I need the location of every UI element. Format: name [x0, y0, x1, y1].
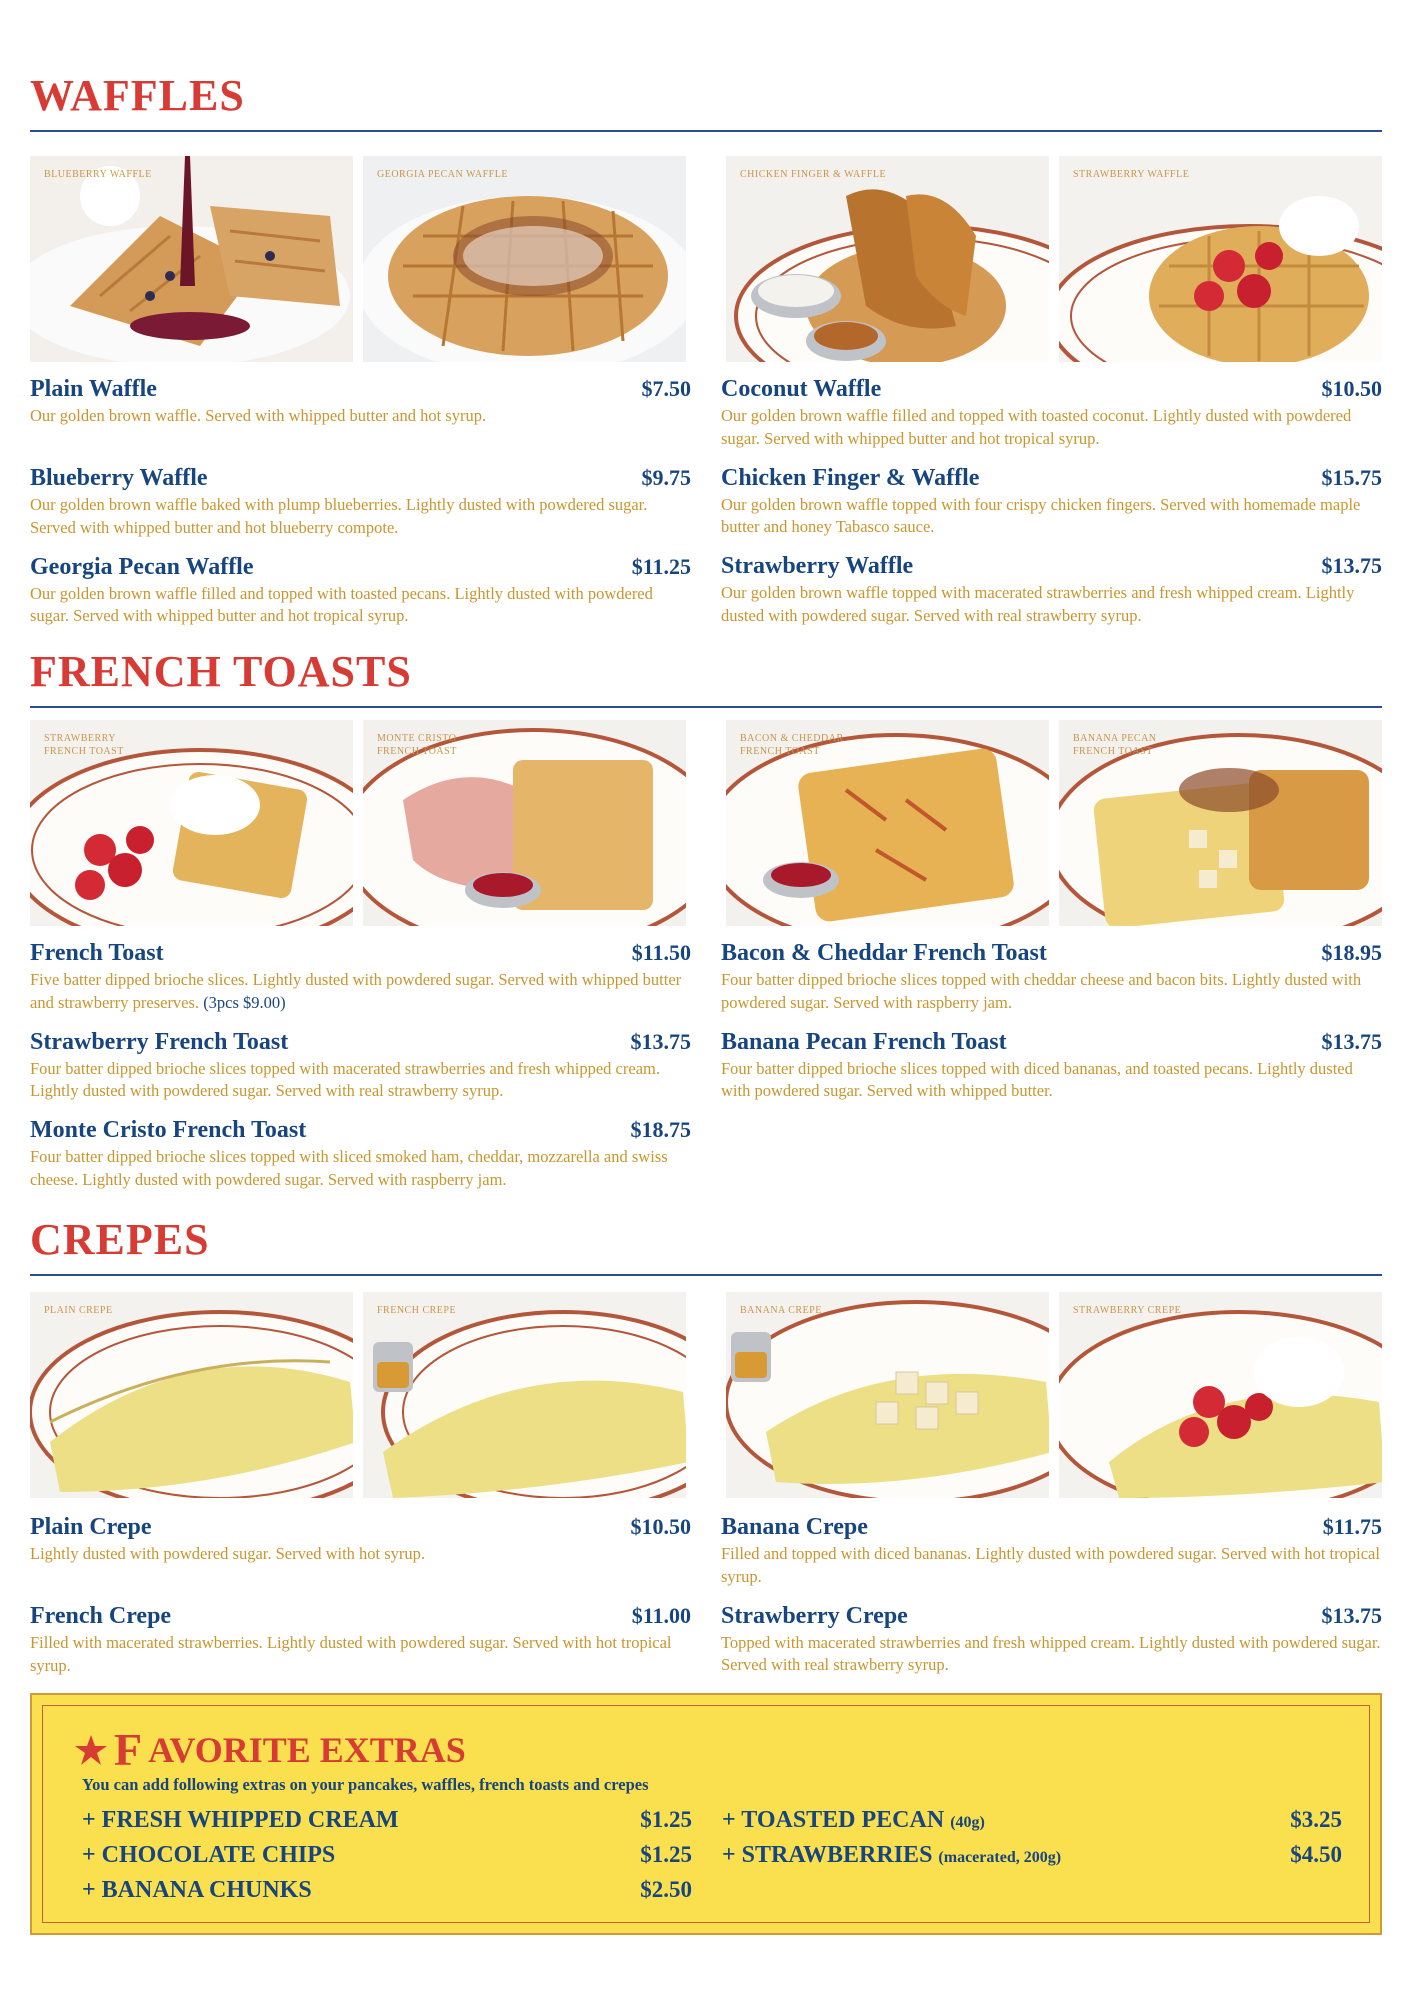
extra-price: $4.50 [1290, 1842, 1342, 1867]
photo-blueberry-waffle [30, 156, 353, 362]
photo-strawberry-french-toast [30, 720, 353, 926]
menu-item [721, 1603, 1382, 1678]
item-name: French Crepe [30, 1603, 172, 1629]
menu-item [721, 553, 1382, 628]
extra-name: + CHOCOLATE CHIPS [82, 1842, 336, 1868]
menu-item [30, 1514, 691, 1589]
section-title: CREPES [30, 1215, 210, 1264]
menu-item [30, 940, 691, 1015]
item-description: Topped with macerated strawberries and fresh whipped cream. Lightly dusted with powdered sugar. Served with real strawberry syrup. [721, 1632, 1381, 1675]
extra-item [722, 1807, 1342, 1842]
item-description: Our golden brown waffle baked with plump blueberries. Lightly dusted with powdered sugar. Served with whipped butter and hot blueberry compote. [30, 495, 648, 537]
crepes-section [30, 1215, 1382, 1692]
extras-list-right [722, 1807, 1342, 1877]
section-title: FRENCH TOASTS [30, 647, 412, 696]
section-divider [30, 1274, 1382, 1276]
item-price: $15.75 [1321, 464, 1382, 490]
menu-column-right [721, 376, 1382, 642]
menu-column-left [30, 1514, 691, 1692]
photo-row [30, 720, 1382, 926]
photo-caption: STRAWBERRY FRENCH TOAST [44, 733, 124, 757]
extras-title [74, 1723, 466, 1776]
photo-caption: BANANA CREPE [740, 1305, 822, 1316]
extra-qualifier: (40g) [950, 1814, 985, 1831]
photo-monte-cristo [363, 720, 686, 926]
extras-title-first: F [114, 1724, 143, 1775]
menu-column-left [30, 376, 691, 642]
menu-item [721, 465, 1382, 540]
item-name: Strawberry Waffle [721, 553, 914, 580]
section-divider [30, 706, 1382, 708]
item-description-text: Five batter dipped brioche slices. Lightly dusted with powdered sugar. Served with whipped butter and strawberry preserves. [30, 970, 682, 1012]
photo-caption: BACON & CHEDDAR FRENCH TOAST [740, 733, 844, 757]
extra-name [722, 1807, 985, 1834]
menu-item [30, 554, 691, 629]
favorite-extras-box [30, 1693, 1382, 1935]
item-description: Our golden brown waffle topped with macerated strawberries and fresh whipped cream. Lightly dusted with powdered sugar. Served with real strawberry syrup. [721, 583, 1355, 625]
menu-item [30, 1117, 691, 1192]
item-price: $10.50 [1321, 376, 1382, 401]
item-price: $11.00 [631, 1603, 691, 1628]
extra-item [722, 1842, 1342, 1877]
extra-item [82, 1807, 692, 1842]
item-description: Lightly dusted with powdered sugar. Served with hot syrup. [30, 1544, 426, 1563]
item-name: Monte Cristo French Toast [30, 1117, 307, 1144]
item-price: $13.75 [1321, 1028, 1382, 1054]
item-name: Banana Crepe [721, 1514, 868, 1540]
item-price: $10.50 [630, 1514, 691, 1539]
menu-item [721, 1029, 1382, 1104]
item-name: French Toast [30, 940, 164, 966]
menu-item [30, 1029, 691, 1104]
menu-item [30, 376, 691, 451]
item-description: Our golden brown waffle topped with four crispy chicken fingers. Served with homemade maple butter and honey Tabasco sauce. [721, 494, 1361, 537]
menu-column-left [30, 940, 691, 1206]
extra-price: $3.25 [1290, 1807, 1342, 1832]
photo-caption: CHICKEN FINGER & WAFFLE [740, 169, 887, 180]
photo-caption: GEORGIA PECAN WAFFLE [377, 169, 508, 180]
item-description: Four batter dipped brioche slices topped with macerated strawberries and fresh whipped cream. Lightly dusted with powdered sugar. Served with real strawberry syrup. [30, 1058, 660, 1101]
item-price: $7.50 [641, 376, 691, 401]
menu-column-right [721, 940, 1382, 1206]
item-name: Blueberry Waffle [30, 465, 208, 491]
extra-price: $1.25 [640, 1842, 692, 1867]
photo-caption: MONTE CRISTO FRENCH TOAST [377, 733, 457, 757]
extras-title-rest: AVORITE EXTRAS [148, 1729, 466, 1770]
item-price: $18.95 [1321, 940, 1382, 965]
extra-name-text: + TOASTED PECAN [722, 1807, 945, 1833]
item-description: Filled with macerated strawberries. Lightly dusted with powdered sugar. Served with hot tropical syrup. [30, 1633, 672, 1675]
item-name: Strawberry French Toast [30, 1028, 289, 1055]
photo-bacon-cheddar [726, 720, 1049, 926]
item-description: Filled and topped with diced bananas. Lightly dusted with powdered sugar. Served with hot tropical syrup. [721, 1544, 1380, 1586]
item-description: Our golden brown waffle filled and topped with toasted pecans. Lightly dusted with powdered sugar. Served with whipped butter and hot tropical syrup. [30, 583, 653, 626]
extras-list-left [82, 1807, 692, 1912]
extra-price: $2.50 [640, 1877, 692, 1902]
item-name: Coconut Waffle [721, 376, 882, 402]
item-price: $11.75 [1322, 1514, 1382, 1539]
photo-row [30, 1292, 1382, 1498]
extra-item [82, 1877, 692, 1912]
item-description: Our golden brown waffle filled and topped with toasted coconut. Lightly dusted with powdered sugar. Served with whipped butter and hot tropical syrup. [721, 406, 1352, 448]
item-description [30, 969, 691, 1015]
extra-name: + FRESH WHIPPED CREAM [82, 1807, 399, 1833]
photo-banana-crepe [726, 1292, 1049, 1498]
extra-item [82, 1842, 692, 1877]
photo-french-crepe [363, 1292, 686, 1498]
photo-caption: STRAWBERRY WAFFLE [1073, 169, 1190, 180]
item-description: Four batter dipped brioche slices topped with diced bananas, and toasted pecans. Lightly dusted with powdered sugar. Served with whipped butter. [721, 1058, 1353, 1101]
french-toasts-section [30, 647, 1382, 1206]
menu-item [721, 940, 1382, 1015]
item-name: Georgia Pecan Waffle [30, 553, 254, 580]
item-name: Chicken Finger & Waffle [721, 464, 980, 491]
menu-item [721, 1514, 1382, 1589]
item-price: $13.75 [1321, 1602, 1382, 1628]
item-description: Four batter dipped brioche slices topped with sliced smoked ham, cheddar, mozzarella and swiss cheese. Lightly dusted with powdered sugar. Served with raspberry jam. [30, 1147, 668, 1189]
item-name: Banana Pecan French Toast [721, 1028, 1007, 1055]
photo-caption: FRENCH CREPE [377, 1305, 457, 1316]
section-title: WAFFLES [30, 71, 245, 120]
item-price: $13.75 [630, 1028, 691, 1054]
photo-strawberry-waffle [1059, 156, 1382, 362]
menu-item [721, 376, 1382, 451]
item-name: Strawberry Crepe [721, 1602, 908, 1629]
item-price: $11.25 [631, 553, 691, 579]
item-note: (3pcs $9.00) [203, 992, 286, 1012]
item-price: $18.75 [630, 1117, 691, 1143]
photo-caption: PLAIN CREPE [44, 1305, 113, 1316]
menu-item [30, 1603, 691, 1678]
extra-price: $1.25 [640, 1807, 692, 1832]
menu-column-right [721, 1514, 1382, 1692]
photo-caption: STRAWBERRY CREPE [1073, 1305, 1182, 1316]
item-price: $9.75 [641, 465, 691, 490]
menu-item [30, 465, 691, 540]
photo-row [30, 156, 1382, 362]
item-description: Our golden brown waffle. Served with whipped butter and hot syrup. [30, 406, 487, 425]
extra-qualifier: (macerated, 200g) [938, 1849, 1062, 1866]
extra-name [722, 1842, 1061, 1869]
extra-name-text: + STRAWBERRIES [722, 1842, 933, 1868]
photo-caption: BLUEBERRY WAFFLE [44, 169, 152, 180]
photo-plain-crepe [30, 1292, 353, 1498]
photo-banana-pecan [1059, 720, 1382, 926]
extra-name: + BANANA CHUNKS [82, 1877, 312, 1903]
item-description: Four batter dipped brioche slices topped with cheddar cheese and bacon bits. Lightly dusted with powdered sugar. Served with raspberry jam. [721, 970, 1362, 1012]
item-price: $13.75 [1321, 553, 1382, 579]
item-name: Bacon & Cheddar French Toast [721, 940, 1047, 966]
star-icon [74, 1733, 108, 1767]
extras-subtitle: You can add following extras on your pancakes, waffles, french toasts and crepes [82, 1775, 649, 1794]
photo-strawberry-crepe [1059, 1292, 1382, 1498]
section-divider [30, 130, 1382, 132]
item-price: $11.50 [631, 940, 691, 965]
photo-chicken-waffle [726, 156, 1049, 362]
waffles-section [30, 71, 1382, 642]
photo-pecan-waffle [363, 156, 686, 362]
photo-caption: BANANA PECAN FRENCH TOAST [1073, 733, 1157, 757]
item-name: Plain Crepe [30, 1514, 152, 1540]
item-name: Plain Waffle [30, 376, 157, 402]
